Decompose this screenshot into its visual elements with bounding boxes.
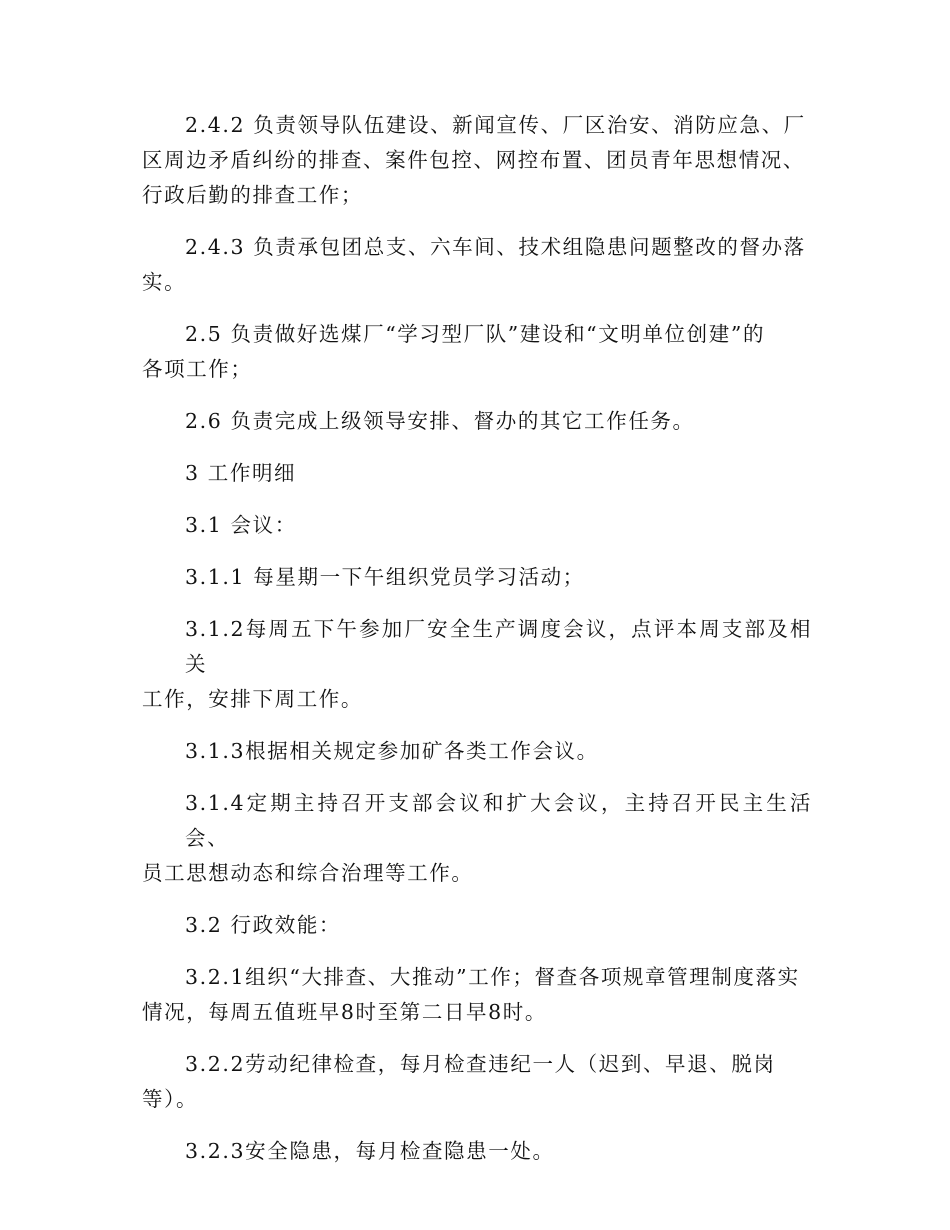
paragraph-line: 实。 [142, 270, 187, 294]
paragraph-line: 3.1.4定期主持召开支部会议和扩大会议，主持召开民主生活会、 [185, 791, 812, 850]
paragraph-line: 3.1 会议： [185, 513, 297, 537]
paragraph-line: 各项工作； [142, 357, 253, 381]
paragraph-line: 等）。 [142, 1087, 199, 1111]
paragraph [142, 560, 812, 595]
paragraph-line: 3.1.1 每星期一下午组织党员学习活动； [185, 565, 585, 589]
paragraph-line: 3.2.1组织“大排查、大推动”工作；督查各项规章管理制度落实 [185, 965, 800, 989]
paragraph [142, 1134, 812, 1169]
paragraph-line: 2.4.2 负责领导队伍建设、新闻宣传、厂区治安、消防应急、厂 [185, 113, 806, 137]
paragraph [142, 786, 812, 891]
paragraph-line: 2.4.3 负责承包团总支、六车间、技术组隐患问题整改的督办落 [185, 235, 806, 259]
paragraph-line: 3.2 行政效能： [185, 913, 342, 937]
paragraph-line: 2.6 负责完成上级领导安排、督办的其它工作任务。 [185, 409, 695, 433]
paragraph-line: 工作，安排下周工作。 [142, 687, 363, 711]
paragraph [142, 612, 812, 717]
paragraph [142, 960, 812, 1030]
paragraph [142, 456, 812, 491]
paragraph [142, 1047, 812, 1117]
paragraph-line: 3 工作明细 [185, 461, 297, 485]
paragraph-line: 2.5 负责做好选煤厂“学习型厂队”建设和“文明单位创建”的 [185, 322, 766, 346]
paragraph-line: 区周边矛盾纠纷的排查、案件包控、网控布置、团员青年思想情况、 [142, 148, 805, 172]
paragraph-line: 3.2.3安全隐患，每月检查隐患一处。 [185, 1139, 555, 1163]
paragraph [142, 230, 812, 300]
paragraph [142, 734, 812, 769]
paragraph-line: 3.2.2劳动纪律检查，每月检查违纪一人（迟到、早退、脱岗 [185, 1052, 776, 1076]
document-page [142, 108, 812, 1186]
paragraph-line: 3.1.3根据相关规定参加矿各类工作会议。 [185, 739, 599, 763]
paragraph-line: 3.1.2每周五下午参加厂安全生产调度会议，点评本周支部及相关 [185, 617, 812, 676]
paragraph [142, 908, 812, 943]
paragraph [142, 404, 812, 439]
paragraph-line: 情况，每周五值班早8时至第二日早8时。 [142, 1000, 547, 1024]
paragraph [142, 108, 812, 213]
paragraph-line: 行政后勤的排查工作； [142, 183, 363, 207]
paragraph [142, 317, 812, 387]
paragraph [142, 508, 812, 543]
paragraph-line: 员工思想动态和综合治理等工作。 [142, 861, 474, 885]
